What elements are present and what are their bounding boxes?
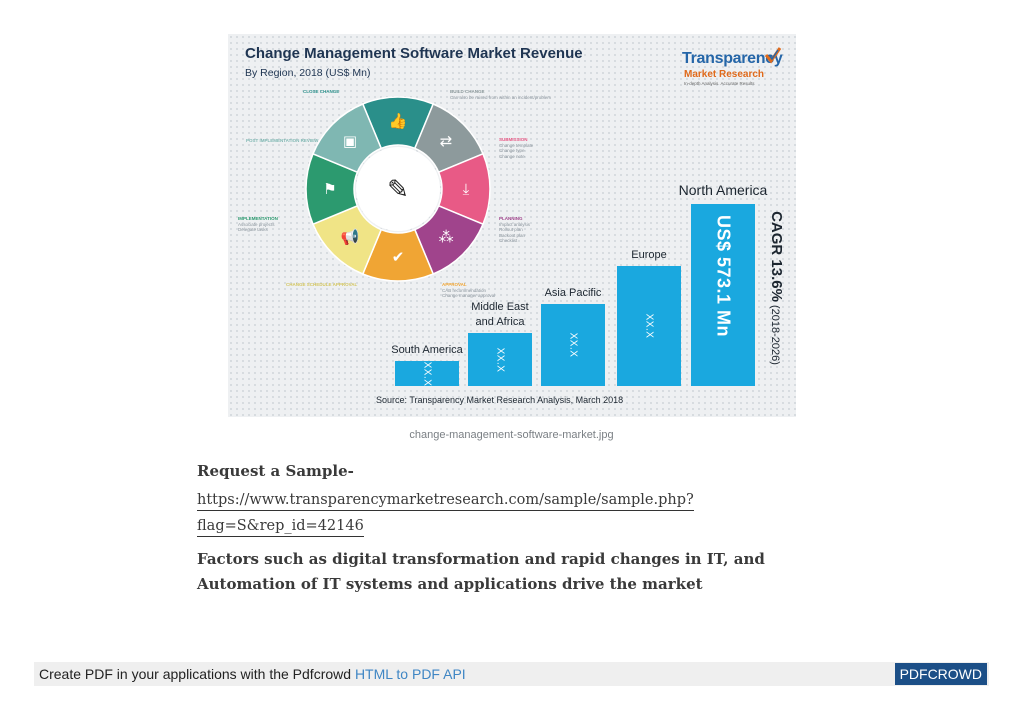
- bar-category-label: Europe: [631, 249, 667, 261]
- person-check-icon: ✔: [391, 248, 405, 266]
- wheel-label-desc: Associate projects: [238, 221, 275, 227]
- bar-category-label: North America: [678, 182, 768, 198]
- refresh-icon: ⇄: [439, 131, 453, 150]
- footer-text-static: Create PDF in your applications with the Pdfcrowd: [39, 666, 355, 682]
- wheel-label-title: PLANNING: [499, 216, 523, 221]
- logo-tagline: In-depth Analysis. Accurate Results: [684, 81, 755, 86]
- wheel-label: [442, 282, 495, 299]
- bar-category-label: Middle East and Africa: [471, 301, 529, 328]
- image-caption: change-management-software-market.jpg: [409, 429, 614, 441]
- wheel-label-desc: Can also be raised from within an incident/problem: [450, 94, 552, 100]
- sample-link-line-1: https://www.transparencymarketresearch.com/sample/sample.php?: [197, 490, 694, 511]
- wheel-label-title: APPROVAL: [442, 282, 467, 287]
- download-icon: ⤓: [462, 180, 470, 198]
- footer-text: [39, 666, 466, 682]
- thumbs-up-icon: 👍: [388, 112, 408, 130]
- logo-main-text: Transparency: [682, 50, 783, 67]
- presentation-icon: ▣: [342, 131, 358, 150]
- cagr-period: (2018-2026): [769, 301, 781, 365]
- wheel-label-desc: Impact analysis: [499, 221, 531, 227]
- bar-category-label: South America: [391, 344, 463, 356]
- wheel-label-desc: Change type: [499, 148, 525, 153]
- factors-paragraph: Factors such as digital transformation and rapid changes in IT, and Automation of IT systems and applications drive the market: [197, 550, 765, 593]
- wheel-label: [238, 216, 278, 233]
- sample-link-line-2: flag=S&rep_id=42146: [197, 516, 364, 537]
- wheel-label-title: CLOSE CHANGE: [303, 89, 340, 94]
- wheel-label-title: SUBMISSION: [499, 137, 528, 142]
- tmr-logo: [682, 46, 782, 92]
- network-icon: ⁂: [438, 228, 454, 247]
- checkmark-icon: [764, 46, 782, 64]
- wheel-label-title: BUILD CHANGE: [450, 89, 485, 94]
- bar-value-label: XX.X: [421, 361, 433, 386]
- wheel-label-desc: Change manager approval: [442, 293, 496, 298]
- html-to-pdf-api-link[interactable]: HTML to PDF API: [354, 666, 466, 682]
- infographic-title: Change Management Software Market Revenue: [245, 45, 583, 62]
- bar-value-label: US$ 573.1 Mn: [713, 214, 734, 338]
- request-sample-link[interactable]: [197, 487, 694, 539]
- bar-value-label: XX.X: [643, 313, 655, 339]
- wheel-label-title: CHANGE SCHEDULE APPROVAL: [286, 282, 358, 287]
- wheel-label-desc: Rollout plan: [499, 227, 523, 232]
- bar-value-label: XX.X: [494, 347, 506, 372]
- wheel-label: [246, 138, 318, 144]
- wheel-label-title: POST IMPLEMENTATION REVIEW: [246, 138, 319, 143]
- pdfcrowd-brand-button[interactable]: PDFCROWD: [895, 663, 987, 685]
- wheel-label: [286, 282, 357, 288]
- wheel-label-desc: Backout plan: [499, 232, 526, 238]
- wheel-label: [450, 89, 551, 100]
- wheel-label: [499, 216, 530, 244]
- logo-sub-text: Market Research: [684, 69, 765, 80]
- wheel-label: [499, 137, 533, 159]
- pdfcrowd-footer: [34, 662, 989, 686]
- wheel-label-desc: CAB recommendation: [442, 287, 487, 293]
- cagr-label: [767, 211, 785, 365]
- wheel-label-desc: Change template: [499, 142, 534, 148]
- wheel-label-desc: Delegate tasks: [238, 227, 268, 232]
- request-sample-heading: Request a Sample-: [197, 462, 354, 480]
- person-edit-icon: ✎: [387, 175, 409, 205]
- wheel-label-title: IMPLEMENTATION: [238, 216, 278, 221]
- wheel-label: [303, 89, 339, 95]
- megaphone-icon: 📢: [340, 228, 360, 247]
- wheel-label-desc: Change note: [499, 153, 525, 159]
- cagr-value: CAGR 13.6%: [768, 211, 785, 302]
- bar-value-label: XX.X: [567, 332, 579, 358]
- bar-category-label: Asia Pacific: [544, 287, 602, 299]
- flag-icon: ⚑: [323, 180, 337, 198]
- market-infographic: [228, 34, 796, 417]
- change-process-wheel: [298, 89, 498, 289]
- infographic-subtitle: By Region, 2018 (US$ Mn): [245, 67, 371, 79]
- wheel-label-desc: Checklist: [499, 238, 518, 243]
- infographic-source: Source: Transparency Market Research Analysis, March 2018: [376, 395, 624, 405]
